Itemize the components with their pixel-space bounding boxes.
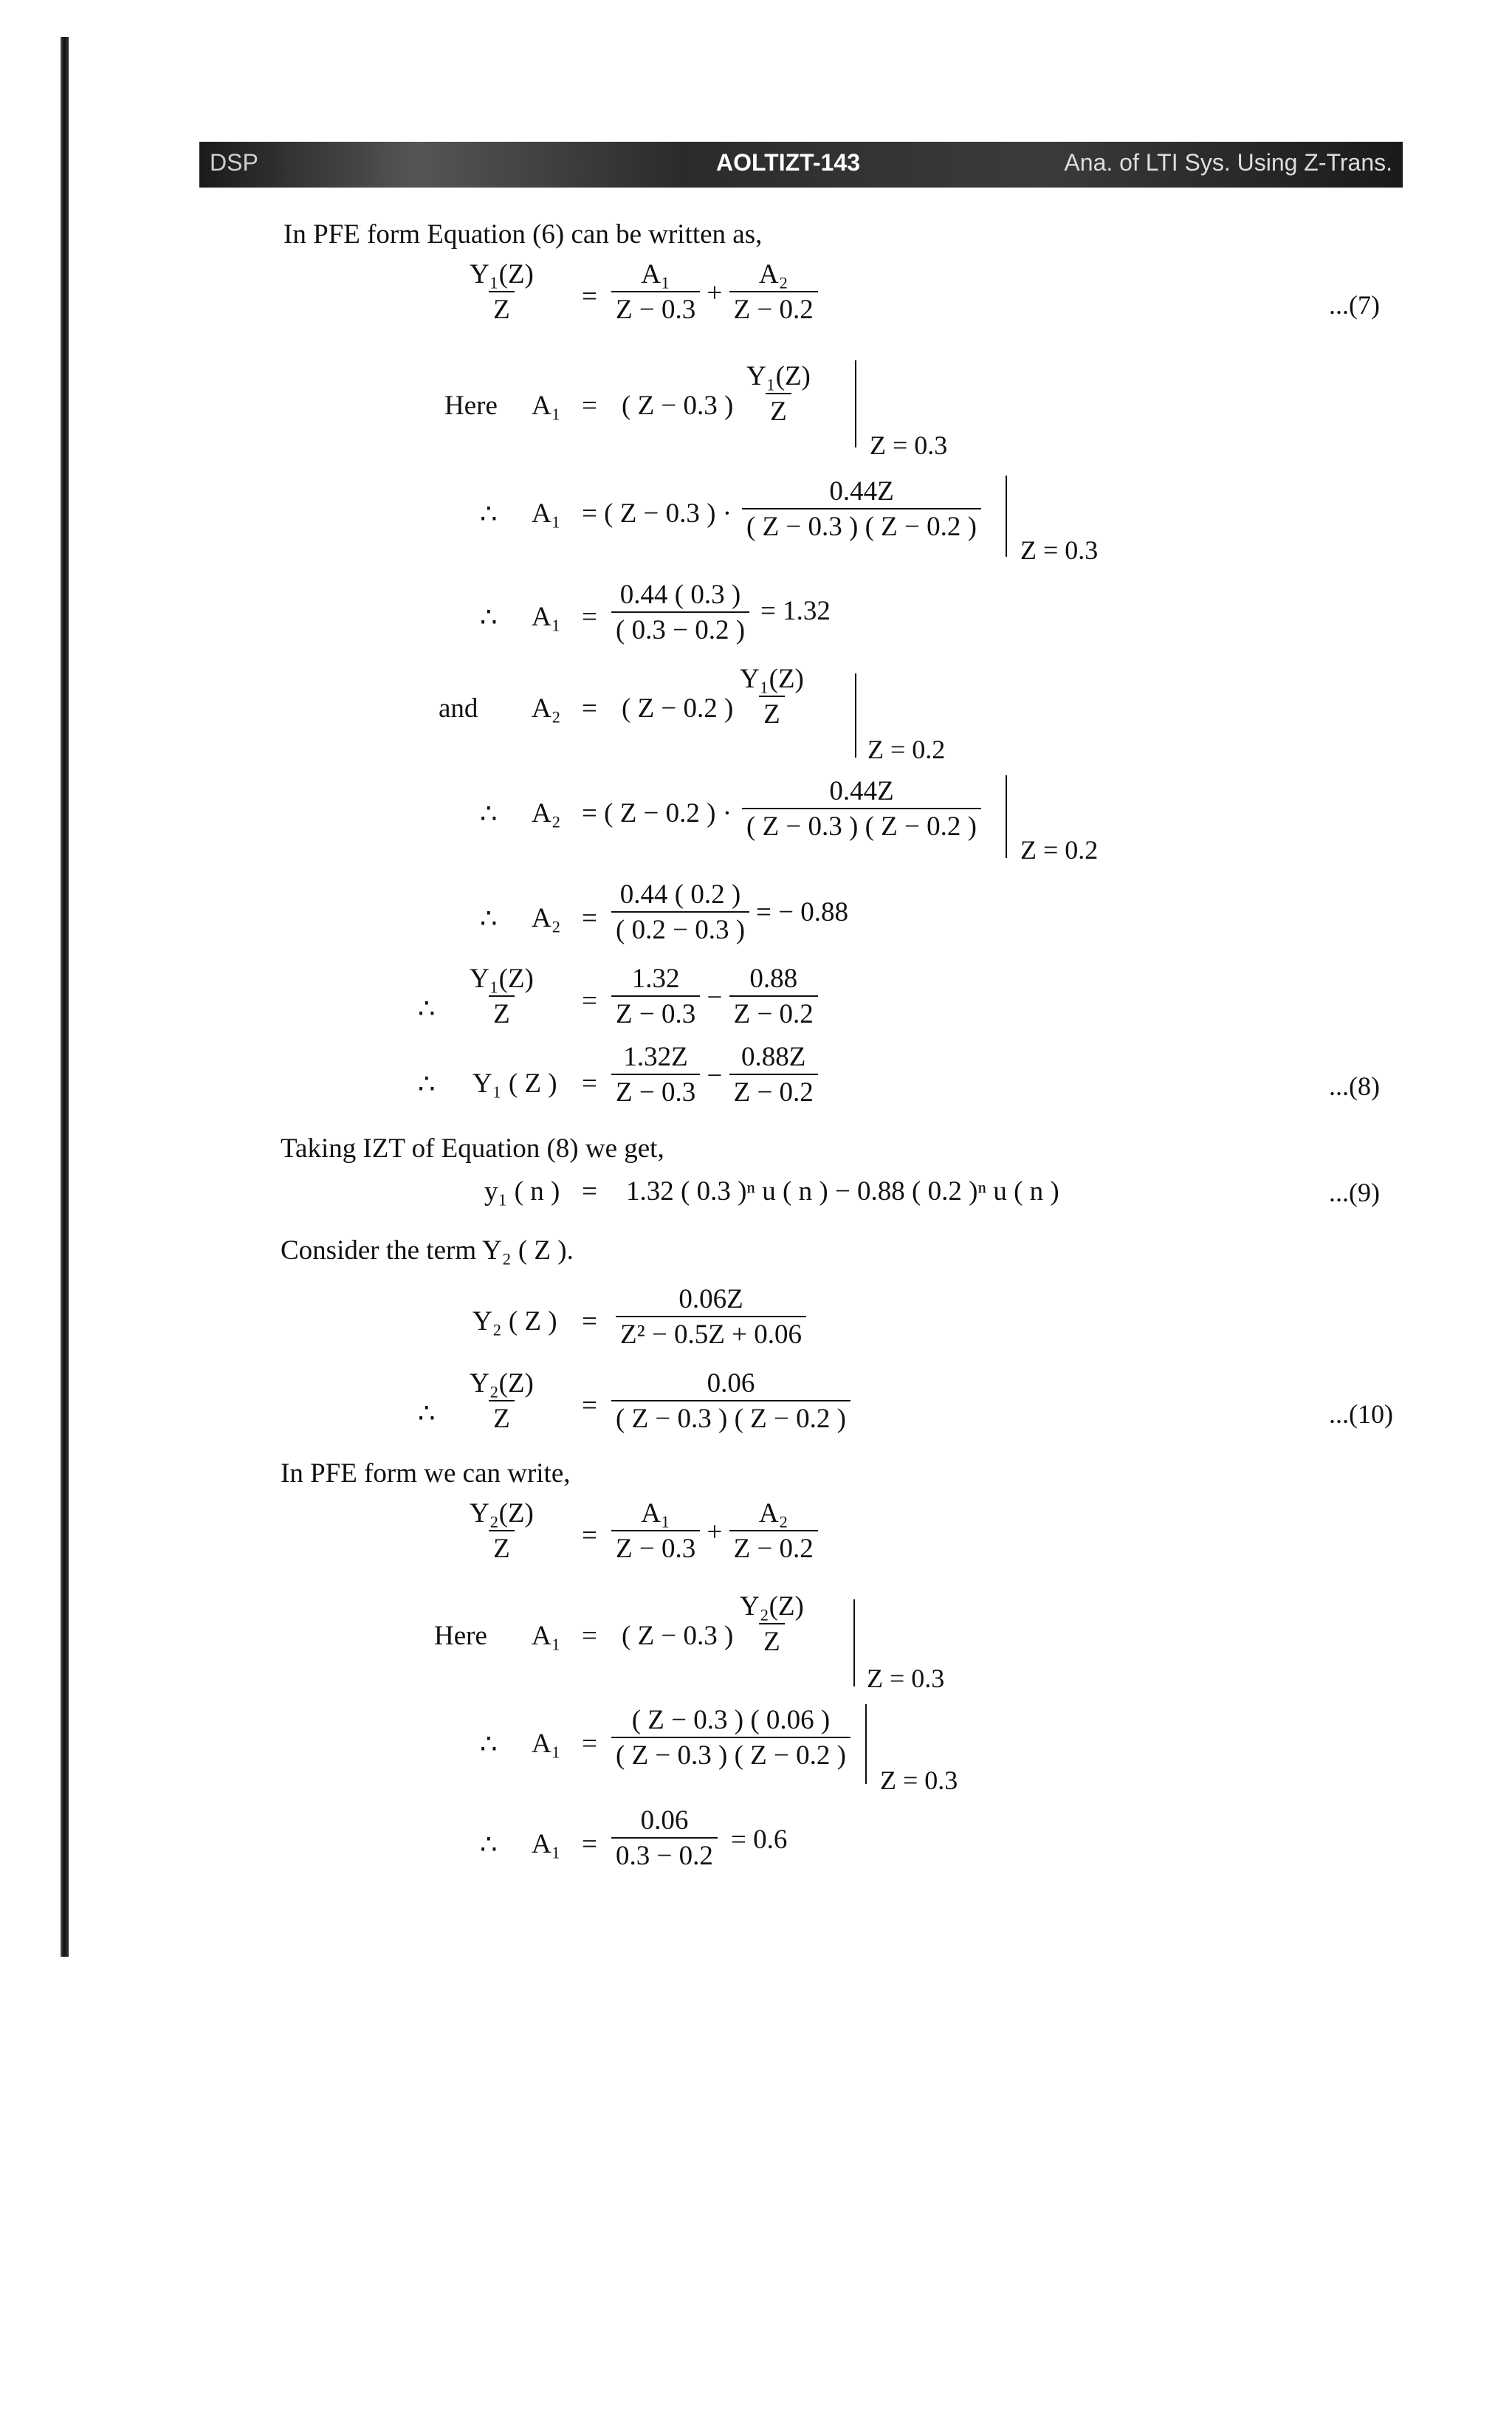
page-header bbox=[199, 142, 1403, 188]
fraction: $\frac{\text{A₁}}{Z - 0.3}$ bbox=[611, 1497, 700, 1567]
equation-number: ...(7) bbox=[1329, 290, 1380, 320]
fraction: $\frac{0.44 ( 0.3 )}{( 0.3 - 0.2 )}$ bbox=[611, 579, 749, 648]
header-code: AOLTIZT-143 bbox=[716, 149, 860, 176]
binding-edge bbox=[61, 37, 69, 1957]
evaluation-bar bbox=[853, 1599, 855, 1686]
fraction: $\frac{\text{Y₁(Z)}}{Z}$ bbox=[465, 963, 538, 1032]
fraction: $\frac{0.44 ( 0.2 )}{( 0.2 - 0.3 )}$ bbox=[611, 879, 749, 948]
fraction: $\frac{\text{A₁}}{Z - 0.3}$ bbox=[611, 258, 700, 328]
fraction: $\frac{\text{Y₁(Z)}}{Z}$ bbox=[735, 663, 808, 732]
fraction: $\frac{0.06}{( Z - 0.3 ) ( Z - 0.2 )}$ bbox=[611, 1368, 850, 1437]
fraction: $\frac{1.32Z}{Z - 0.3}$ bbox=[611, 1041, 700, 1111]
intro-text: Taking IZT of Equation (8) we get, bbox=[281, 1133, 664, 1164]
header-chapter: Ana. of LTI Sys. Using Z-Trans. bbox=[1064, 149, 1392, 176]
fraction: $\frac{\text{Y₁(Z)}}{Z}$ bbox=[742, 360, 815, 430]
fraction: $\frac{\text{Y₁(Z)}}{Z}$ bbox=[465, 258, 538, 328]
evaluation-bar bbox=[1006, 775, 1007, 858]
fraction: $\frac{0.88}{Z - 0.2}$ bbox=[729, 963, 818, 1032]
fraction: $\frac{\text{A₂}}{Z - 0.2}$ bbox=[729, 1497, 818, 1567]
fraction: $\frac{0.88Z}{Z - 0.2}$ bbox=[729, 1041, 818, 1111]
fraction: $\frac{\text{A₂}}{Z - 0.2}$ bbox=[729, 258, 818, 328]
evaluation-bar bbox=[855, 360, 856, 447]
fraction: $\frac{0.44Z}{( Z - 0.3 ) ( Z - 0.2 )}$ bbox=[742, 775, 981, 845]
intro-text: Consider the term Y₂ ( Z ). bbox=[281, 1235, 574, 1266]
equation-number: ...(9) bbox=[1329, 1178, 1380, 1207]
equation-number: ...(8) bbox=[1329, 1071, 1380, 1101]
evaluation-bar bbox=[855, 673, 856, 758]
intro-text: In PFE form we can write, bbox=[281, 1458, 571, 1489]
fraction: $\frac{1.32}{Z - 0.3}$ bbox=[611, 963, 700, 1032]
evaluation-bar bbox=[1006, 476, 1007, 557]
fraction: $\frac{\text{Y₂(Z)}}{Z}$ bbox=[735, 1590, 808, 1660]
equation-number: ...(10) bbox=[1329, 1399, 1393, 1429]
fraction: $\frac{( Z - 0.3 ) ( 0.06 )}{( Z - 0.3 ) ( Z - 0.2 )}$ bbox=[611, 1704, 850, 1774]
fraction: $\frac{\text{Y₂(Z)}}{Z}$ bbox=[465, 1368, 538, 1437]
header-left: DSP bbox=[210, 149, 258, 176]
fraction: $\frac{0.06}{0.3 - 0.2}$ bbox=[611, 1805, 718, 1874]
fraction: $\frac{\text{Y₂(Z)}}{Z}$ bbox=[465, 1497, 538, 1567]
fraction: $\frac{0.44Z}{( Z - 0.3 ) ( Z - 0.2 )}$ bbox=[742, 476, 981, 545]
evaluation-bar bbox=[865, 1704, 867, 1784]
intro-text: In PFE form Equation (6) can be written as, bbox=[284, 219, 763, 250]
fraction: $\frac{0.06Z}{\text{Z² − 0.5Z + 0.06}}$ bbox=[616, 1283, 806, 1353]
